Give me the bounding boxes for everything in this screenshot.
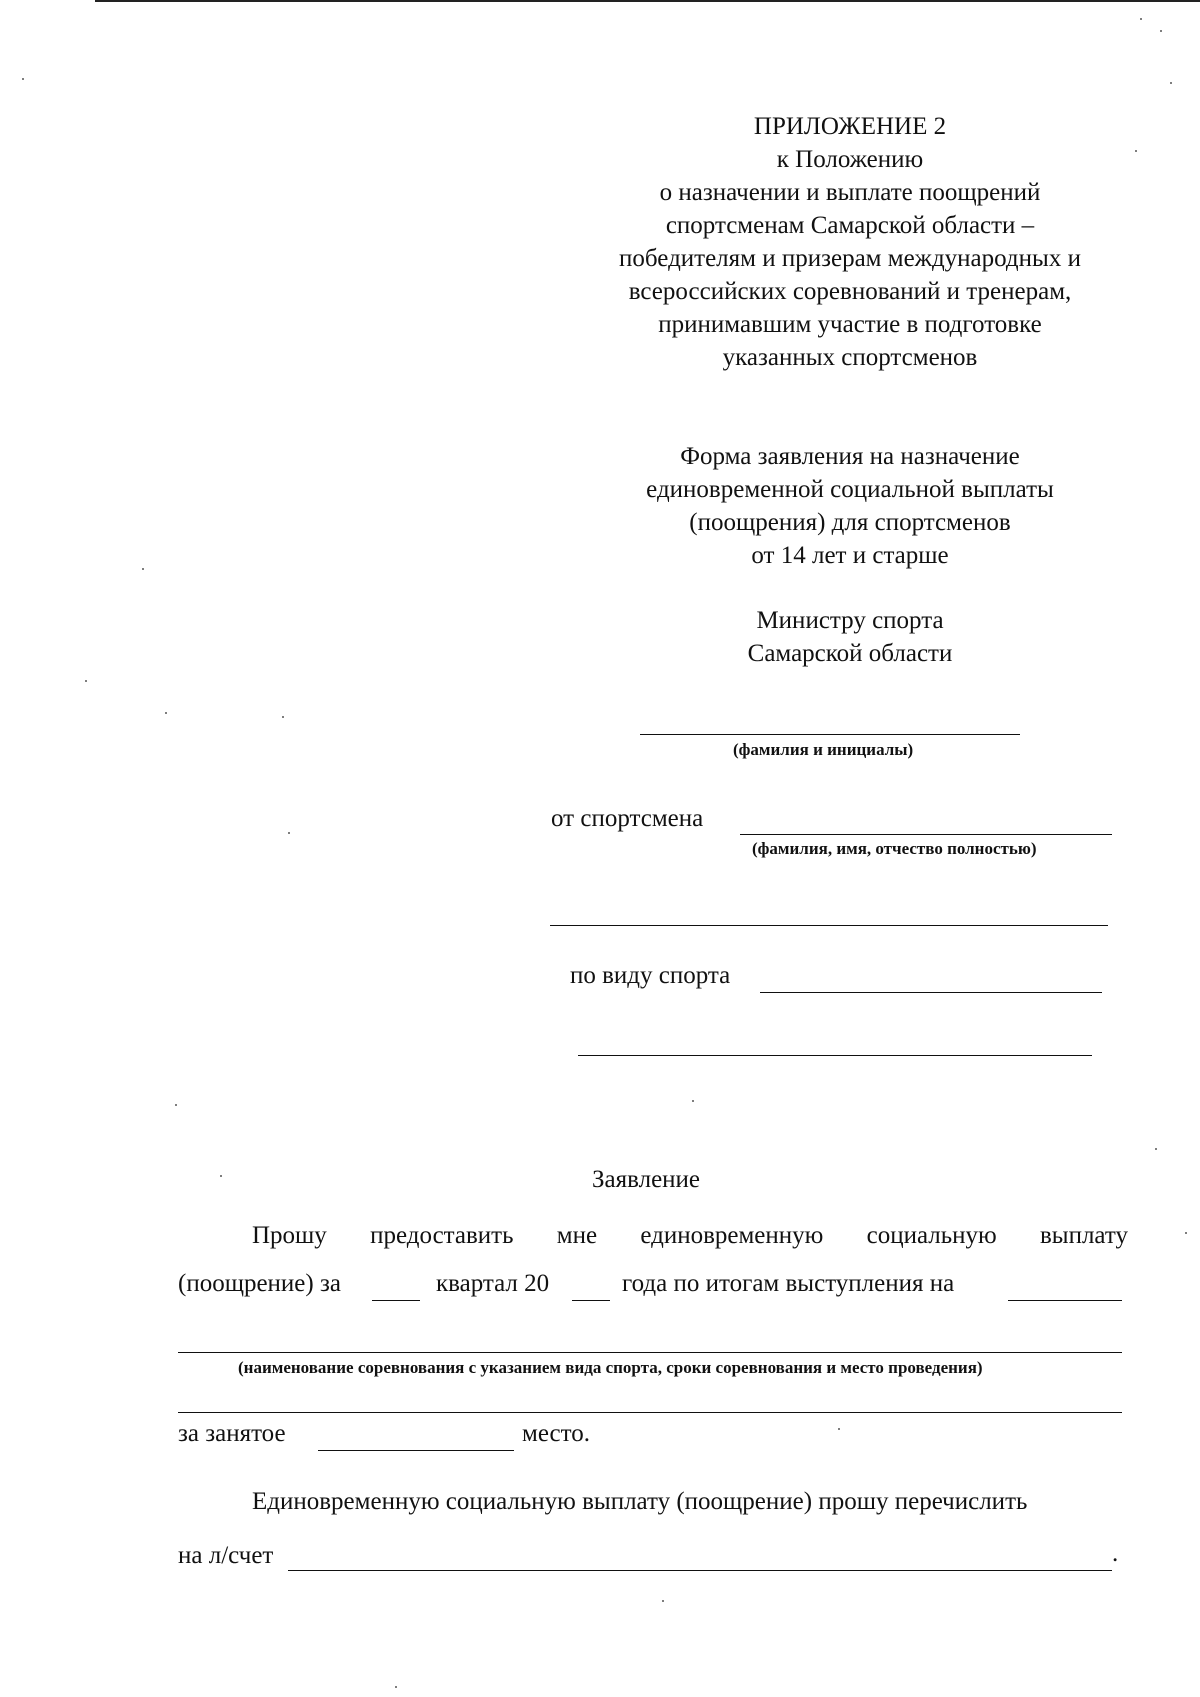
form-title	[560, 440, 1140, 572]
sport-field-continued[interactable]	[578, 1055, 1092, 1056]
competition-field-line-3[interactable]	[178, 1412, 1122, 1413]
appendix-line: победителям и призерам международных и	[619, 245, 1081, 272]
scan-speck	[282, 716, 284, 718]
competition-field-continued[interactable]	[178, 1352, 1122, 1353]
athlete-name-field[interactable]	[740, 834, 1112, 835]
sport-label: по виду спорта	[570, 962, 731, 989]
year-field[interactable]	[572, 1300, 610, 1301]
scan-speck	[288, 832, 290, 834]
scan-speck	[1140, 18, 1142, 20]
scan-speck	[85, 680, 87, 682]
word: единовременную	[640, 1222, 824, 1249]
word: мне	[556, 1222, 598, 1249]
appendix-line: всероссийских соревнований и тренерам,	[628, 278, 1072, 305]
scan-speck	[1185, 1232, 1187, 1234]
appendix-line: спортсменам Самарской области –	[665, 212, 1035, 239]
appendix-line: указанных спортсменов	[722, 344, 978, 371]
payment-period-text: (поощрение) за	[178, 1270, 341, 1297]
word: выплату	[1039, 1222, 1128, 1249]
competition-field[interactable]	[1008, 1300, 1122, 1301]
word: предоставить	[370, 1222, 514, 1249]
addressee-line: Министру спорта	[756, 607, 944, 634]
scan-speck	[22, 78, 24, 80]
scan-speck	[692, 1100, 694, 1102]
quarter-field[interactable]	[372, 1300, 420, 1301]
appendix-line: принимавшим участие в подготовке	[658, 311, 1042, 338]
athlete-name-caption: (фамилия, имя, отчество полностью)	[752, 839, 1037, 858]
scan-speck	[1160, 30, 1162, 32]
addressee	[600, 604, 1100, 670]
results-text: года по итогам выступления на	[622, 1270, 955, 1297]
scan-speck	[662, 1600, 664, 1602]
form-title-line: (поощрения) для спортсменов	[689, 509, 1011, 536]
place-label: за занятое	[178, 1420, 286, 1447]
scan-top-border	[95, 0, 1200, 2]
appendix-line: к Положению	[776, 146, 924, 173]
scan-speck	[395, 1686, 397, 1688]
appendix-line: о назначении и выплате поощрений	[659, 179, 1041, 206]
place-suffix: место.	[522, 1420, 590, 1447]
scan-speck	[220, 1175, 222, 1177]
account-field[interactable]	[288, 1570, 1112, 1571]
form-title-line: Форма заявления на назначение	[680, 443, 1020, 470]
form-title-line: единовременной социальной выплаты	[646, 476, 1054, 503]
appendix-title: ПРИЛОЖЕНИЕ 2	[753, 113, 947, 140]
appendix-header	[560, 110, 1140, 374]
addressee-line: Самарской области	[747, 640, 953, 667]
word: Прошу	[252, 1222, 327, 1249]
scan-speck	[175, 1104, 177, 1106]
statement-heading: Заявление	[592, 1166, 701, 1193]
form-title-line: от 14 лет и старше	[751, 542, 949, 569]
scan-speck	[1155, 1148, 1157, 1150]
quarter-year-text: квартал 20	[436, 1270, 550, 1297]
competition-caption: (наименование соревнования с указанием вида спорта, сроки соревнования и место проведения)	[238, 1358, 983, 1377]
sport-field[interactable]	[760, 992, 1102, 993]
addressee-name-field[interactable]	[640, 734, 1020, 735]
addressee-name-caption: (фамилия и инициалы)	[733, 740, 914, 759]
from-athlete-label: от спортсмена	[551, 805, 704, 832]
place-field[interactable]	[318, 1450, 514, 1451]
scan-speck	[1170, 82, 1172, 84]
athlete-name-field-continued[interactable]	[550, 925, 1108, 926]
statement-paragraph-line	[252, 1222, 1128, 1250]
transfer-request-text: Единовременную социальную выплату (поощрение) прошу перечислить	[252, 1488, 1028, 1515]
word: социальную	[866, 1222, 997, 1249]
scan-speck	[142, 568, 144, 570]
scan-speck	[838, 1428, 840, 1430]
scan-speck	[165, 712, 167, 714]
account-label: на л/счет	[178, 1542, 274, 1569]
account-end-period: .	[1112, 1540, 1119, 1567]
